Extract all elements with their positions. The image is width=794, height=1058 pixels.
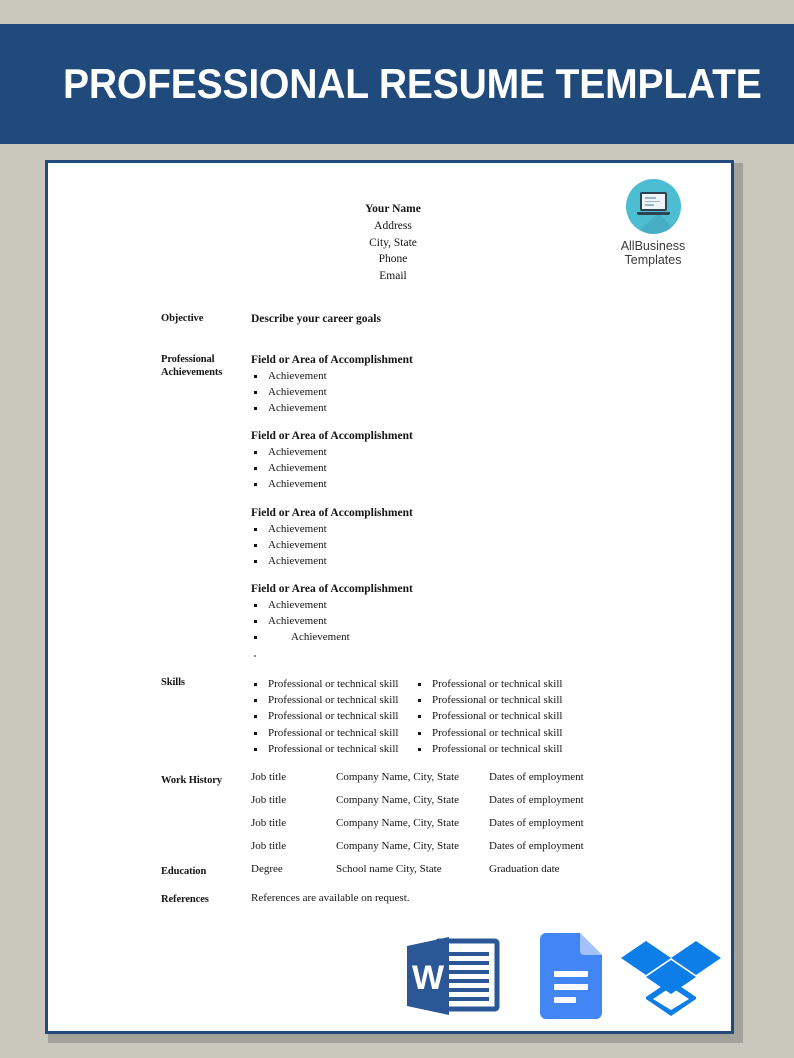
work-history-dates: Dates of employment [489,817,584,829]
logo-text-line1: AllBusiness [620,239,686,253]
achievement-heading: Field or Area of Accomplishment [251,354,413,366]
achievement-item: Achievement [251,400,413,416]
contact-city-state: City, State [369,236,417,249]
dropbox-icon[interactable] [621,939,721,1017]
achievements-label-line2: Achievements [161,366,223,378]
references-text: References are available on request. [251,892,410,904]
work-history-title: Job title [251,840,287,852]
contact-block [328,201,458,285]
work-history-company: Company Name, City, State [336,771,460,783]
education-school: School name City, State [336,863,442,875]
achievement-item: Achievement [251,368,413,384]
achievements-label-line1: Professional [161,354,215,365]
work-history-title: Job title [251,794,287,806]
work-history-dates: Dates of employment [489,771,584,783]
section-label-achievements [161,354,222,379]
work-history-dates: Dates of employment [489,840,584,852]
achievement-heading: Field or Area of Accomplishment [251,430,413,442]
microsoft-word-icon[interactable] [403,935,503,1017]
section-label-work-history: Work History [161,775,222,786]
page-title: PROFESSIONAL RESUME TEMPLATE [63,60,762,107]
resume-body [48,163,731,1031]
skill-item: Professional or technical skill [251,725,398,741]
objective-text: Describe your career goals [251,313,381,325]
work-history-title: Job title [251,817,287,829]
education-degree: Degree [251,863,283,875]
work-history-dates: Dates of employment [489,794,584,806]
skill-item: Professional or technical skill [251,708,398,724]
skill-item: Professional or technical skill [415,692,562,708]
achievement-item: Achievement [251,537,413,553]
resume-document-preview[interactable] [45,160,734,1034]
work-history-company: Company Name, City, State [336,794,460,806]
achievement-block [251,507,413,570]
achievement-block [251,430,413,493]
svg-text:W: W [411,959,445,997]
stray-bullet-mark [254,655,256,657]
education-date: Graduation date [489,863,560,875]
achievement-item: Achievement [251,553,413,569]
skill-item: Professional or technical skill [415,676,562,692]
section-label-skills: Skills [161,677,185,688]
skill-item: Professional or technical skill [415,708,562,724]
contact-name: Your Name [365,203,421,215]
achievement-block [251,354,413,417]
section-label-objective: Objective [161,313,204,324]
google-docs-icon[interactable] [540,933,602,1019]
work-history-company: Company Name, City, State [336,817,460,829]
section-label-references: References [161,894,209,905]
achievement-block [251,583,413,646]
contact-phone: Phone [378,253,408,266]
format-icons-row [403,933,723,1023]
skill-item: Professional or technical skill [251,692,398,708]
achievement-item: Achievement [251,613,413,629]
achievement-item: Achievement [251,476,413,492]
contact-address: Address [374,219,412,232]
page-header-banner [0,24,794,144]
skill-item: Professional or technical skill [251,741,398,757]
achievement-item: Achievement [251,460,413,476]
section-label-education: Education [161,866,207,877]
skills-column-left [251,676,398,757]
skills-column-right [415,676,562,757]
contact-email: Email [379,270,407,283]
achievement-item: Achievement [251,521,413,537]
skill-item: Professional or technical skill [415,741,562,757]
work-history-title: Job title [251,771,287,783]
logo-text-line2: Templates [624,253,682,267]
achievement-item: Achievement [251,384,413,400]
achievement-heading: Field or Area of Accomplishment [251,583,413,595]
work-history-company: Company Name, City, State [336,840,460,852]
achievement-item: Achievement [251,444,413,460]
achievement-item: Achievement [251,597,413,613]
achievement-heading: Field or Area of Accomplishment [251,507,413,519]
achievement-item: Achievement [251,629,413,645]
skill-item: Professional or technical skill [251,676,398,692]
skill-item: Professional or technical skill [415,725,562,741]
